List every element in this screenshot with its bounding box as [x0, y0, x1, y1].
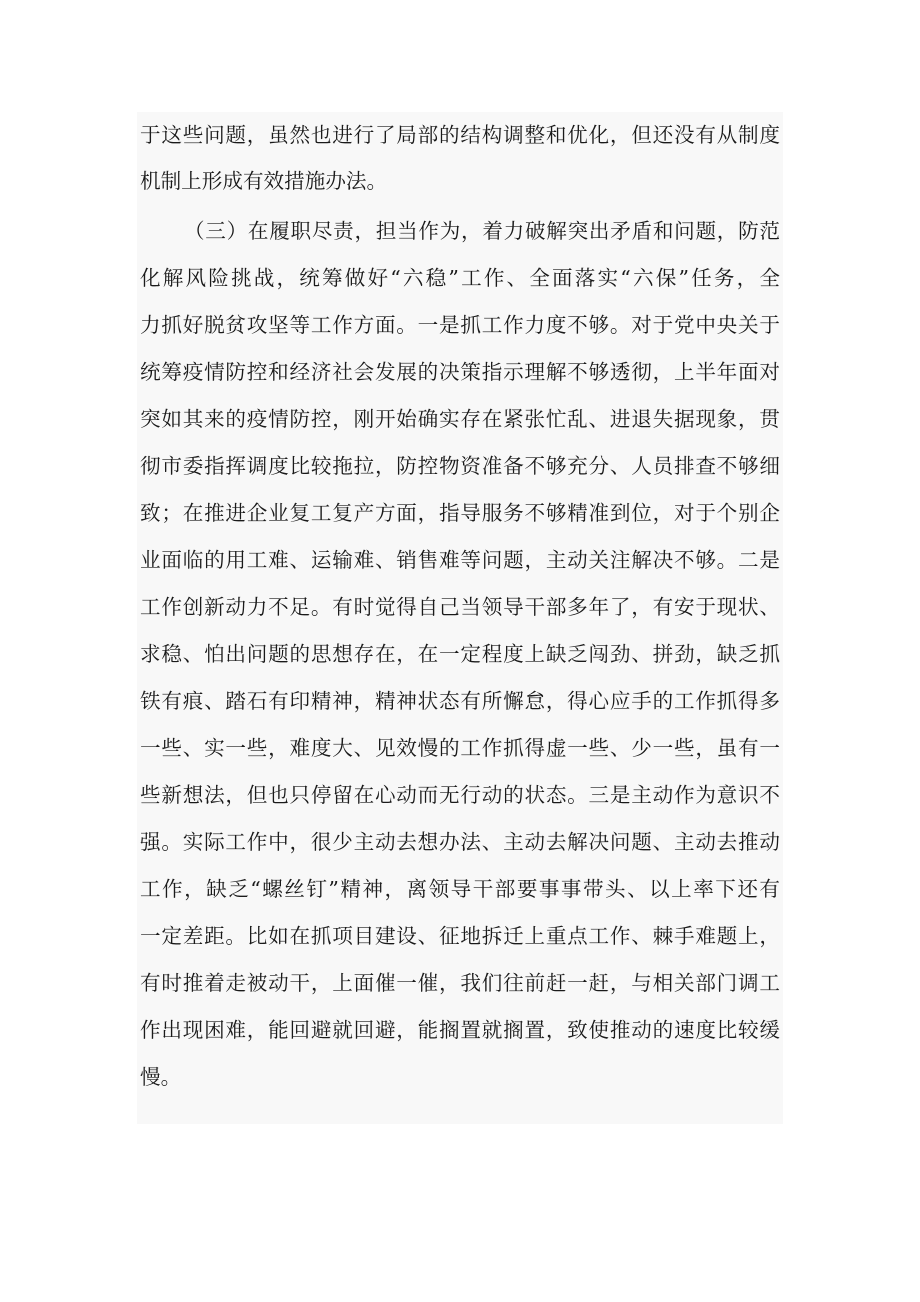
text-line: 铁有痕、踏石有印精神，精神状态有所懈怠，得心应手的工作抓得多: [140, 689, 780, 713]
text-line: 些新想法，但也只停留在心动而无行动的状态。三是主动作为意识不: [140, 783, 780, 807]
text-line: 求稳、怕出问题的思想存在，在一定程度上缺乏闯劲、拼劲，缺乏抓: [140, 642, 780, 666]
text-line: 化解风险挑战，统筹做好“六稳”工作、全面落实“六保”任务，全: [140, 266, 780, 290]
text-line: 有时推着走被动干，上面催一催，我们往前赶一赶，与相关部门调工: [140, 971, 780, 995]
text-line: 于这些问题，虽然也进行了局部的结构调整和优化，但还没有从制度: [140, 123, 780, 147]
text-line: 工作创新动力不足。有时觉得自己当领导干部多年了，有安于现状、: [140, 595, 780, 619]
text-line: 工作，缺乏“螺丝钉”精神，离领导干部要事事带头、以上率下还有: [140, 877, 780, 901]
text-line: 一定差距。比如在抓项目建设、征地拆迁上重点工作、棘手难题上，: [140, 924, 780, 948]
text-line: 致；在推进企业复工复产方面，指导服务不够精准到位，对于个别企: [140, 501, 780, 525]
text-line: 统筹疫情防控和经济社会发展的决策指示理解不够透彻，上半年面对: [140, 360, 780, 384]
text-line: 慢。: [140, 1065, 182, 1089]
text-line: 突如其来的疫情防控，刚开始确实存在紧张忙乱、进退失据现象，贯: [140, 407, 780, 431]
text-line: 强。实际工作中，很少主动去想办法、主动去解决问题、主动去推动: [140, 830, 780, 854]
text-line: 机制上形成有效措施办法。: [140, 169, 388, 193]
text-line: 力抓好脱贫攻坚等工作方面。一是抓工作力度不够。对于党中央关于: [140, 313, 780, 337]
text-line: 彻市委指挥调度比较拖拉，防控物资准备不够充分、人员排查不够细: [140, 454, 780, 478]
text-line: 作出现困难，能回避就回避，能搁置就搁置，致使推动的速度比较缓: [140, 1018, 780, 1042]
document-text-block: [137, 112, 783, 1124]
paragraph-first-line: （三）在履职尽责，担当作为，着力破解突出矛盾和问题，防范: [184, 219, 780, 243]
text-line: 业面临的用工难、运输难、销售难等问题，主动关注解决不够。二是: [140, 548, 780, 572]
text-line: 一些、实一些，难度大、见效慢的工作抓得虚一些、少一些，虽有一: [140, 736, 780, 760]
